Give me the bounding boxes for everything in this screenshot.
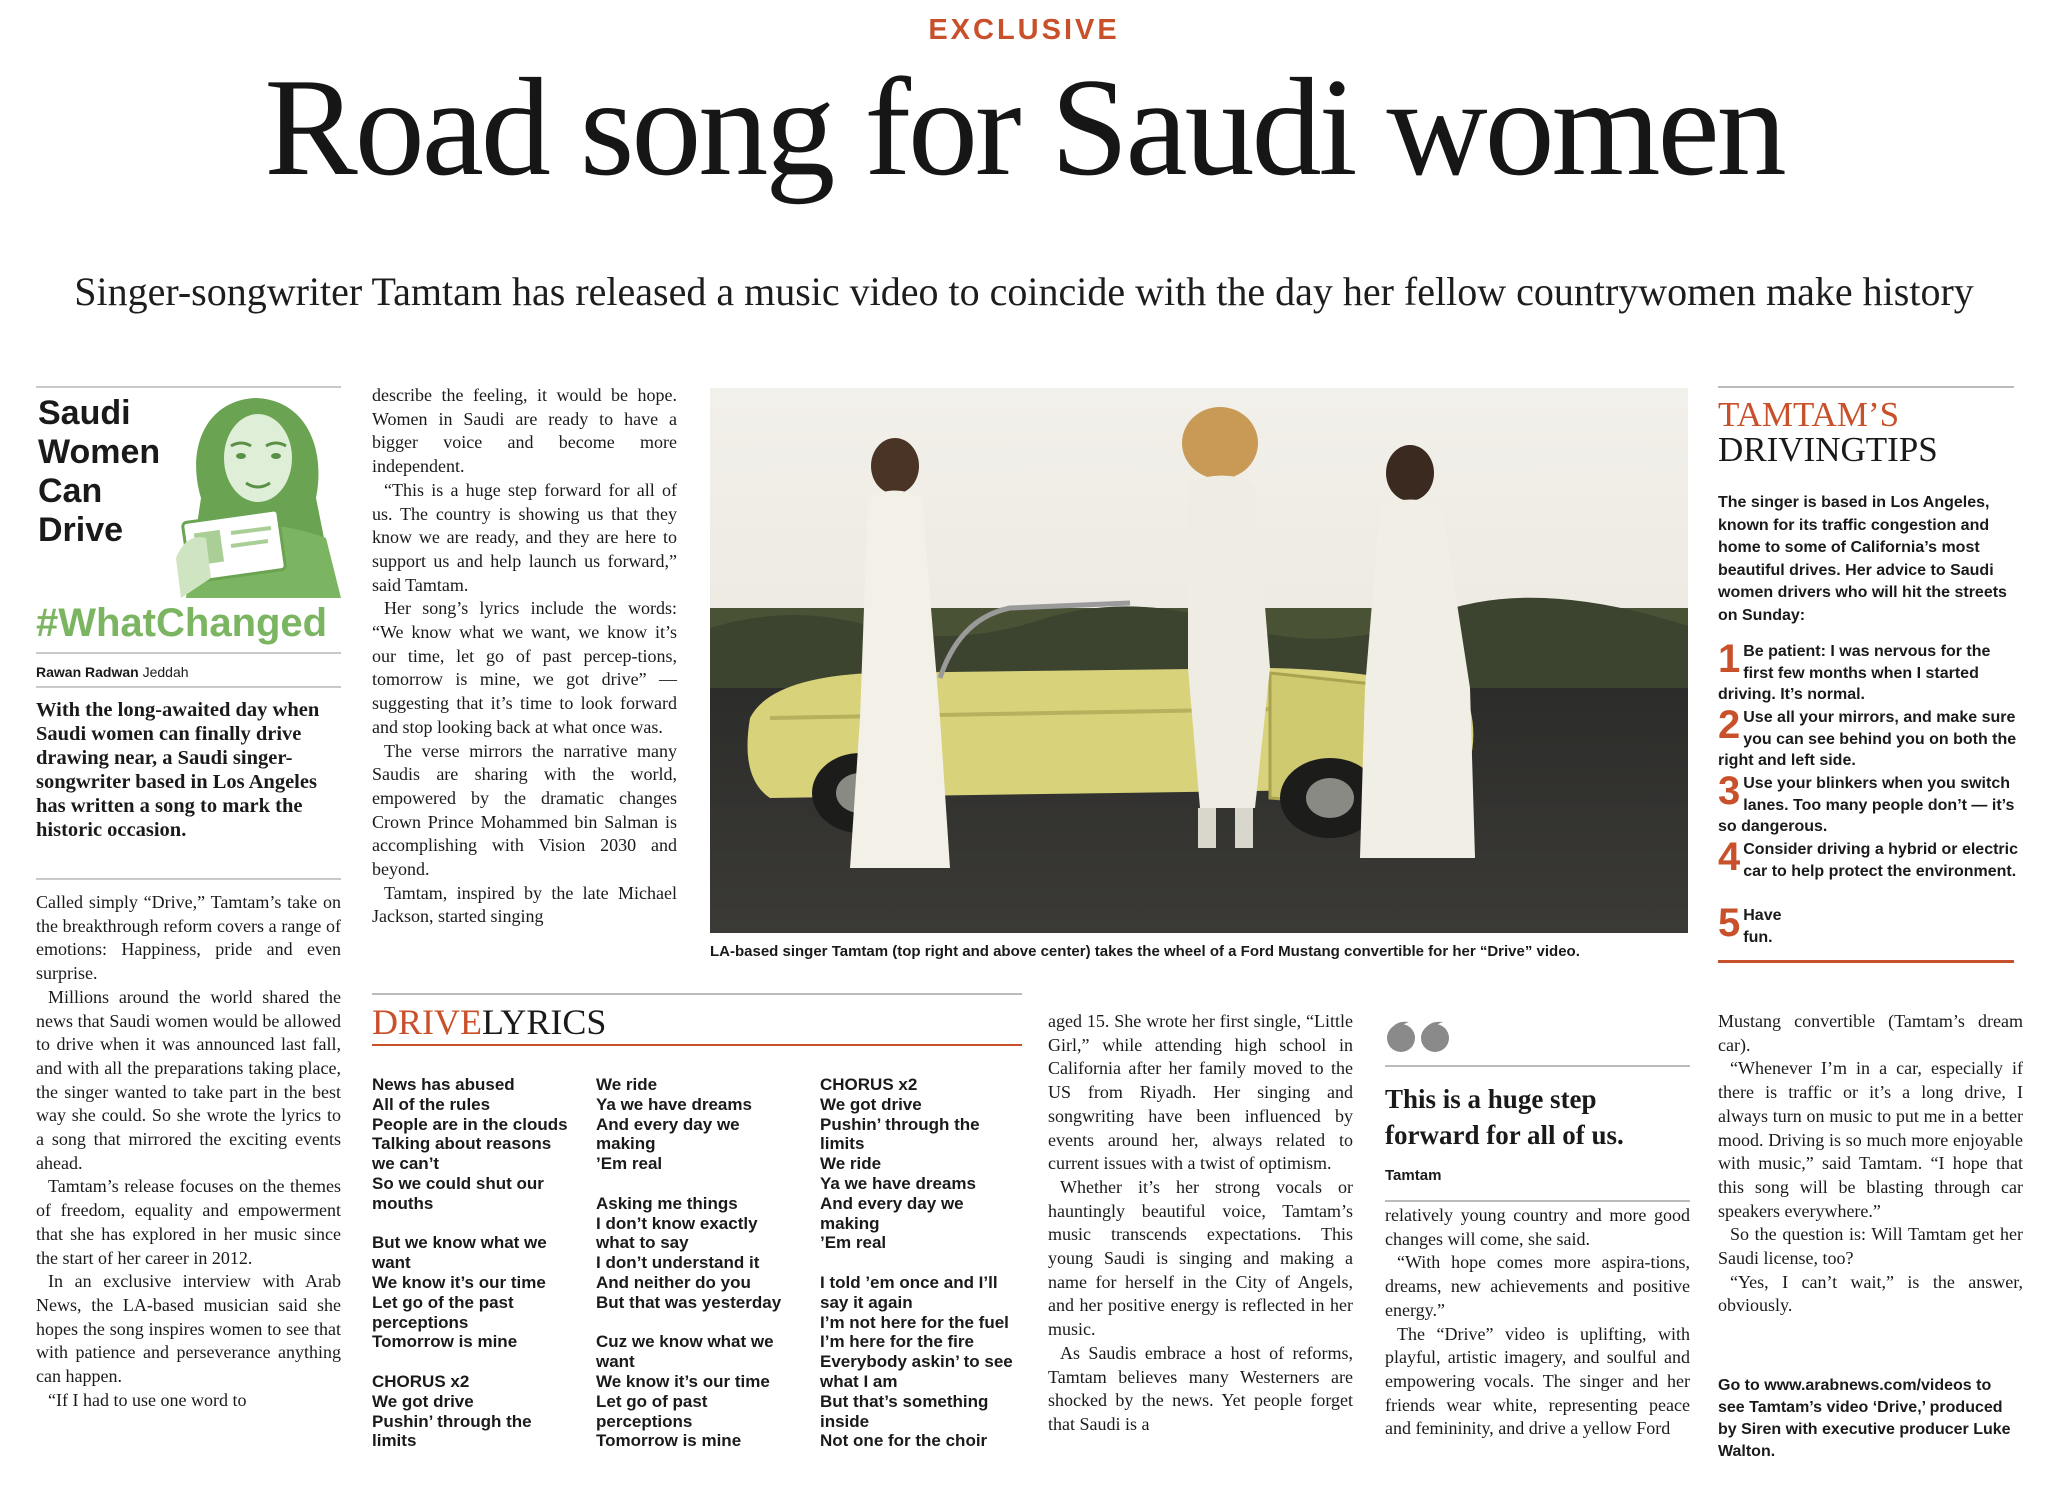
paragraph: Tamtam’s release focuses on the themes of freedom, equality and empowerment that she has explored in her music since the start of her career in 2012. — [36, 1176, 341, 1268]
tip-text: Use your blinkers when you switch lanes. Too many people don’t — it’s so dangerous. — [1718, 775, 2015, 835]
lyric-line: We got drive — [820, 1094, 922, 1114]
lyric-line: And every day we making — [596, 1114, 740, 1154]
lyrics-column-b — [596, 1075, 796, 1451]
paragraph: “If I had to use one word to — [48, 1389, 247, 1410]
standfirst-rule — [36, 878, 341, 880]
campaign-logo — [36, 388, 341, 598]
lyric-line: I told ’em once and I’ll say it again — [820, 1272, 998, 1312]
lyric-line: And every day we making — [820, 1193, 964, 1233]
paragraph: Whether it’s her strong vocals or hauntingly beautiful voice, Tamtam’s music transcends expectations. This young Saudi is singing and making a name for herself in the City of Angels, and her positive energy is reflected in her music. — [1048, 1176, 1353, 1340]
paragraph: So the question is: Will Tamtam get her Saudi license, too? — [1718, 1224, 2023, 1269]
lyric-line: Pushin’ through the limits — [820, 1114, 980, 1154]
lyric-line: People are in the clouds — [372, 1114, 568, 1134]
lyric-line: Let go of past perceptions — [596, 1391, 708, 1431]
lyric-line: CHORUS x2 — [820, 1075, 918, 1094]
lyrics-heading-main: LYRICS — [482, 1002, 607, 1042]
lyric-line: Tomorrow is mine — [596, 1431, 742, 1451]
lyric-line: I don’t know exactly what to say — [596, 1213, 758, 1253]
tip-number: 1 — [1718, 637, 1741, 681]
kicker: EXCLUSIVE — [928, 14, 1120, 46]
pullquote-text: This is a huge step forward for all of us. — [1385, 1084, 1624, 1150]
tip-item — [1718, 769, 2018, 839]
lyric-spacer — [372, 1352, 572, 1372]
byline — [36, 664, 341, 680]
paragraph: aged 15. She wrote her first single, “Little Girl,” while attending high school in California after her family moved to the US from Riyadh. Her singing and songwriting have been influenced by events around her, always related to current issues with a twist of optimism. — [1048, 1011, 1353, 1174]
tips-intro: The singer is based in Los Angeles, known for its traffic congestion and home to some of California’s most beautiful drives. Her advice to Saudi women drivers who will hit the streets on Sunday: — [1718, 494, 2007, 624]
paragraph: The “Drive” video is uplifting, with playful, artistic imagery, and soulful and empowering vocals. The singer and her friends wear white, representing peace and femininity, and drive a yellow Ford — [1385, 1323, 1690, 1439]
lyric-spacer — [372, 1214, 572, 1234]
lyric-line: I don’t understand it — [596, 1253, 760, 1273]
campaign-title-line: Drive — [38, 511, 124, 549]
tips-bottom-rule — [1718, 960, 2014, 963]
lyric-line: Ya we have dreams — [820, 1173, 976, 1193]
photo-caption: LA-based singer Tamtam (top right and above center) takes the wheel of a Ford Mustang convertible for her “Drive” video. — [710, 943, 1580, 960]
lyric-line: We know it’s our time — [596, 1371, 770, 1391]
tip-text: Consider driving a hybrid or electric car to help protect the environment. — [1743, 841, 2018, 880]
tips-list — [1718, 637, 2018, 949]
lyric-line: And neither do you — [596, 1272, 751, 1292]
deck: Singer-songwriter Tamtam has released a music video to coincide with the day her fellow countrywomen make history — [74, 269, 1974, 314]
tip-number: 2 — [1718, 703, 1741, 747]
pullquote-bottom-rule — [1385, 1200, 1690, 1202]
tip-item — [1718, 901, 1798, 949]
lyrics-column-a — [372, 1075, 572, 1451]
lyric-line: We got drive — [372, 1391, 474, 1411]
lyric-line: All of the rules — [372, 1094, 491, 1114]
paragraph: As Saudis embrace a host of reforms, Tamtam believes many Westerners are shocked by the news. Yet people forget that Saudi is a — [1048, 1342, 1353, 1434]
tips-heading-main: DRIVINGTIPS — [1718, 430, 1938, 469]
campaign-bottom-rule — [36, 652, 341, 654]
lyric-line: I’m not here for the fuel — [820, 1312, 1009, 1332]
tip-number: 4 — [1718, 835, 1741, 879]
tip-text: Have fun. — [1743, 907, 1782, 946]
campaign-hashtag: #WhatChanged — [36, 601, 328, 645]
lyric-line: News has abused — [372, 1075, 515, 1094]
paragraph: In an exclusive interview with Arab News, the LA-based musician said she hopes the song inspires women to see that with patience and perseverance anything can happen. — [36, 1271, 341, 1387]
byline-rule — [36, 686, 341, 688]
lyric-line: I’m here for the fire — [820, 1332, 974, 1352]
campaign-title-line: Saudi — [38, 394, 131, 432]
lyric-line: We ride — [820, 1154, 882, 1174]
paragraph: “Whenever I’m in a car, especially if there is traffic or it’s a long drive, I always turn on music to put me in a better mood. Driving is so much more enjoyable with music,” said Tamtam. “I hope that this song will be blasting through car speakers everywhere.” — [1718, 1058, 2023, 1221]
pullquote-rule — [1385, 1065, 1690, 1067]
lyric-line: Not one for the choir — [820, 1431, 988, 1451]
lyric-line: Cuz we know what we want — [596, 1332, 774, 1372]
paragraph: Called simply “Drive,” Tamtam’s take on the breakthrough reform covers a range of emotions: Happiness, pride and even surprise. — [36, 892, 341, 984]
lyric-line: Asking me things — [596, 1193, 738, 1213]
lyric-line: Ya we have dreams — [596, 1094, 752, 1114]
pullquote-attribution: Tamtam — [1385, 1167, 1442, 1184]
article-photo — [710, 388, 1688, 933]
tips-heading — [1718, 397, 2018, 467]
lyric-line: We know it’s our time — [372, 1272, 546, 1292]
quote-marks-icon — [1385, 1016, 1455, 1056]
tips-top-rule — [1718, 386, 2014, 388]
paragraph: “Yes, I can’t wait,” is the answer, obviously. — [1718, 1271, 2023, 1316]
article-column-2 — [372, 384, 677, 929]
lyric-line: ’Em real — [596, 1154, 663, 1174]
lyrics-heading-rule — [372, 1044, 1022, 1046]
paragraph: relatively young country and more good changes will come, she said. — [1385, 1205, 1690, 1249]
headline: Road song for Saudi women — [264, 50, 1784, 205]
paragraph: describe the feeling, it would be hope. Women in Saudi are ready to have a bigger voice and become more independent. — [372, 385, 677, 477]
lyric-spacer — [596, 1313, 796, 1333]
standfirst: With the long-awaited day when Saudi women can finally drive drawing near, a Saudi singer-songwriter based in Los Angeles has written a song to mark the historic occasion. — [36, 699, 320, 841]
paragraph: “With hope comes more aspira-tions, dreams, new achievements and positive energy.” — [1385, 1252, 1690, 1320]
campaign-title-line: Can — [38, 472, 103, 510]
tip-item — [1718, 703, 2018, 773]
lyrics-heading — [372, 1002, 606, 1042]
lyrics-top-rule — [372, 993, 1022, 995]
paragraph: Millions around the world shared the news that Saudi women would be allowed to drive when it was announced last fall, and with all the preparations taking place, the singer wanted to take part in the best way she could. So she wrote the lyrics to a song that mirrored the exciting events ahead. — [36, 986, 341, 1173]
article-column-1 — [36, 891, 341, 1412]
lyric-spacer — [820, 1253, 1020, 1273]
lyric-line: But we know what we want — [372, 1233, 547, 1273]
photo-mustang-scene — [710, 388, 1688, 933]
campaign-title — [38, 394, 160, 550]
lyric-line: ’Em real — [820, 1233, 887, 1253]
lyric-line: But that was yesterday — [596, 1292, 782, 1312]
paragraph: “This is a huge step forward for all of us. The country is showing us that they know we are ready, and they are here to support us and help launch us forward,” said Tamtam. — [372, 479, 677, 595]
lyric-spacer — [596, 1174, 796, 1194]
tips-heading-accent: TAMTAM’S — [1718, 395, 1900, 434]
lyrics-heading-accent: DRIVE — [372, 1002, 482, 1042]
byline-author: Rawan Radwan — [36, 664, 139, 680]
lyric-line: But that’s something inside — [820, 1391, 989, 1431]
paragraph: Mustang convertible (Tamtam’s dream car). — [1718, 1011, 2023, 1055]
paragraph: Her song’s lyrics include the words: “We know what we want, we know it’s our time, let go of past percep-tions, tomorrow is mine, we got drive” — suggesting that it’s time to look forward and stop looking back at what once was. — [372, 598, 677, 737]
lyric-line: Talking about reasons we can’t — [372, 1134, 552, 1174]
tip-text: Be patient: I was nervous for the first few months when I started driving. It’s normal. — [1718, 643, 1991, 703]
article-column-6 — [1385, 1204, 1690, 1441]
lyrics-column-c — [820, 1075, 1020, 1451]
lyric-line: Pushin’ through the limits — [372, 1411, 532, 1451]
tip-number: 3 — [1718, 769, 1741, 813]
tip-text: Use all your mirrors, and make sure you can see behind you on both the right and left side. — [1718, 709, 2017, 769]
tip-item — [1718, 835, 2018, 905]
tip-number: 5 — [1718, 901, 1741, 945]
article-column-5 — [1048, 1010, 1353, 1437]
article-column-7 — [1718, 1010, 2023, 1318]
video-promo: Go to www.arabnews.com/videos to see Tamtam’s video ‘Drive,’ produced by Siren with executive producer Luke Walton. — [1718, 1377, 2011, 1460]
byline-location: Jeddah — [142, 664, 189, 680]
paragraph: Tamtam, inspired by the late Michael Jackson, started singing — [372, 882, 677, 927]
lyric-line: We ride — [596, 1075, 658, 1094]
paragraph: The verse mirrors the narrative many Saudis are sharing with the world, empowered by the dramatic changes Crown Prince Mohammed bin Salman is accomplishing with Vision 2030 and beyond. — [372, 740, 677, 880]
lyric-line: Tomorrow is mine — [372, 1332, 518, 1352]
pullquote-box — [1385, 1016, 1690, 1202]
lyric-line: CHORUS x2 — [372, 1371, 470, 1391]
lyric-line: Everybody askin’ to see what I am — [820, 1352, 1013, 1391]
tip-item — [1718, 637, 2018, 707]
lyric-line: So we could shut our mouths — [372, 1173, 544, 1213]
lyric-line: Let go of the past perceptions — [372, 1292, 514, 1332]
campaign-title-line: Women — [38, 433, 161, 471]
